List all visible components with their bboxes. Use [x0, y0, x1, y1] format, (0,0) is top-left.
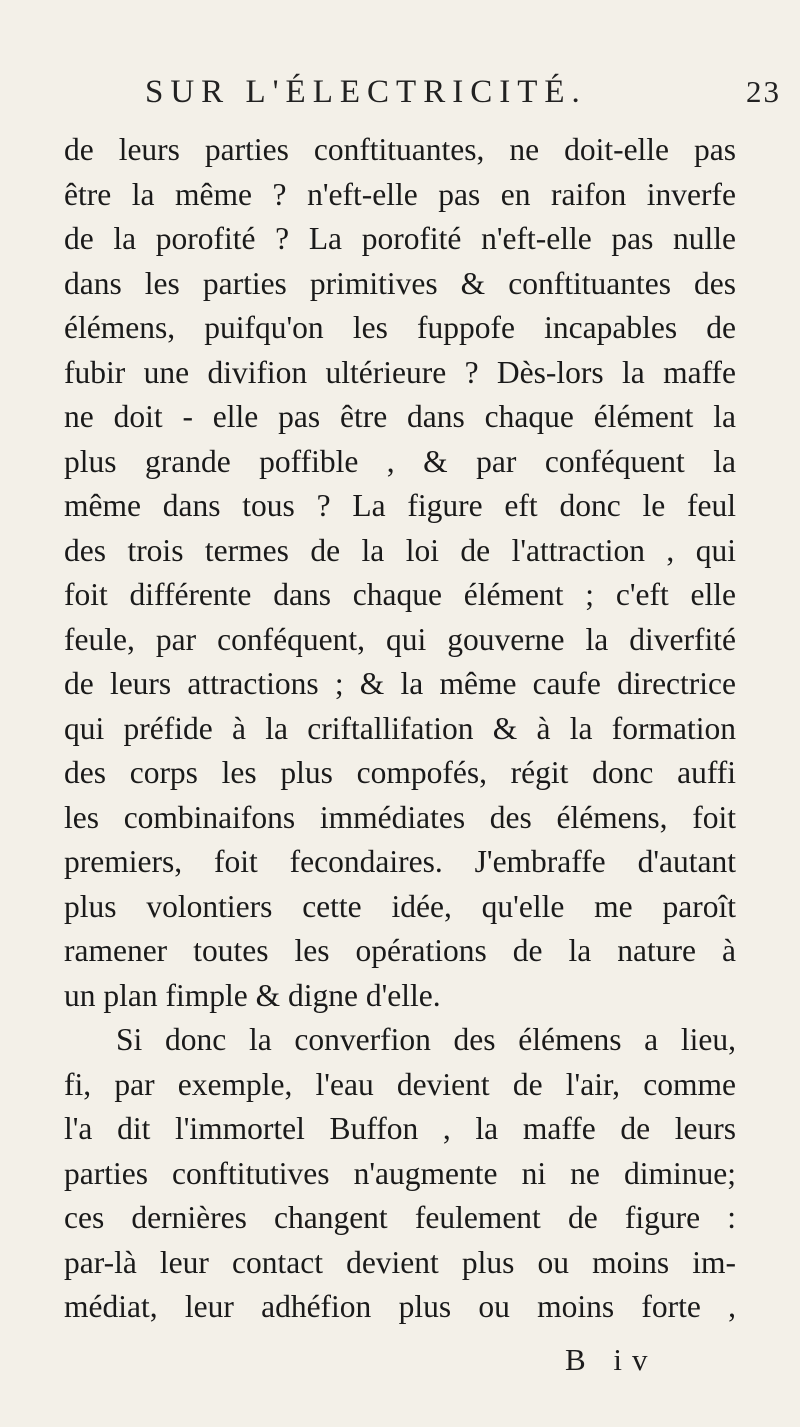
running-title: SUR L'ÉLECTRICITÉ.: [145, 74, 587, 110]
text-line: parties conftitutives n'augmente ni ne diminue;: [64, 1155, 736, 1191]
text-line: médiat, leur adhéfion plus ou moins forte ,: [64, 1289, 736, 1324]
text-line: être la même ? n'eft-elle pas en raifon inverfe: [64, 176, 736, 212]
paragraph-start-line: Si donc la converfion des élémens a lieu,: [116, 1022, 736, 1057]
text-line: élémens, puifqu'on les fuppofe incapables de: [64, 310, 736, 345]
signature-mark: B iv: [565, 1342, 658, 1377]
text-line: ramener toutes les opérations de la nature à: [64, 933, 736, 968]
text-line: l'a dit l'immortel Buffon , la maffe de leurs: [64, 1111, 736, 1146]
text-line: fubir une divifion ultérieure ? Dès-lors la maffe: [64, 354, 736, 390]
text-line: par-là leur contact devient plus ou moins im-: [64, 1244, 736, 1280]
text-line: même dans tous ? La figure eft donc le feul: [64, 488, 736, 523]
text-line: qui préfide à la criftallifation & à la formation: [64, 710, 736, 746]
text-line: des corps les plus compofés, régit donc auffi: [64, 755, 736, 790]
text-line: dans les parties primitives & conftituantes des: [64, 265, 736, 301]
text-line: de leurs attractions ; & la même caufe directrice: [64, 666, 736, 701]
running-head: [145, 74, 795, 124]
text-line: fi, par exemple, l'eau devient de l'air, comme: [64, 1066, 736, 1102]
text-line: de leurs parties conftituantes, ne doit-elle pas: [64, 132, 736, 167]
paragraph-end-line: un plan fimple & digne d'elle.: [64, 977, 441, 1013]
text-line: plus grande poffible , & par conféquent la: [64, 443, 736, 479]
text-line: des trois termes de la loi de l'attraction , qui: [64, 532, 736, 568]
body-text: [64, 128, 736, 1330]
text-line: ne doit - elle pas être dans chaque élément la: [64, 399, 736, 434]
text-line: les combinaifons immédiates des élémens, foit: [64, 799, 736, 835]
page-number: 23: [746, 74, 781, 109]
text-line: premiers, foit fecondaires. J'embraffe d'autant: [64, 844, 736, 879]
text-line: plus volontiers cette idée, qu'elle me paroît: [64, 888, 736, 924]
text-line: de la porofité ? La porofité n'eft-elle pas nulle: [64, 221, 736, 256]
text-line: ces dernières changent feulement de figure :: [64, 1200, 736, 1235]
text-line: foit différente dans chaque élément ; c'eft elle: [64, 577, 736, 612]
text-line: feule, par conféquent, qui gouverne la diverfité: [64, 621, 736, 657]
